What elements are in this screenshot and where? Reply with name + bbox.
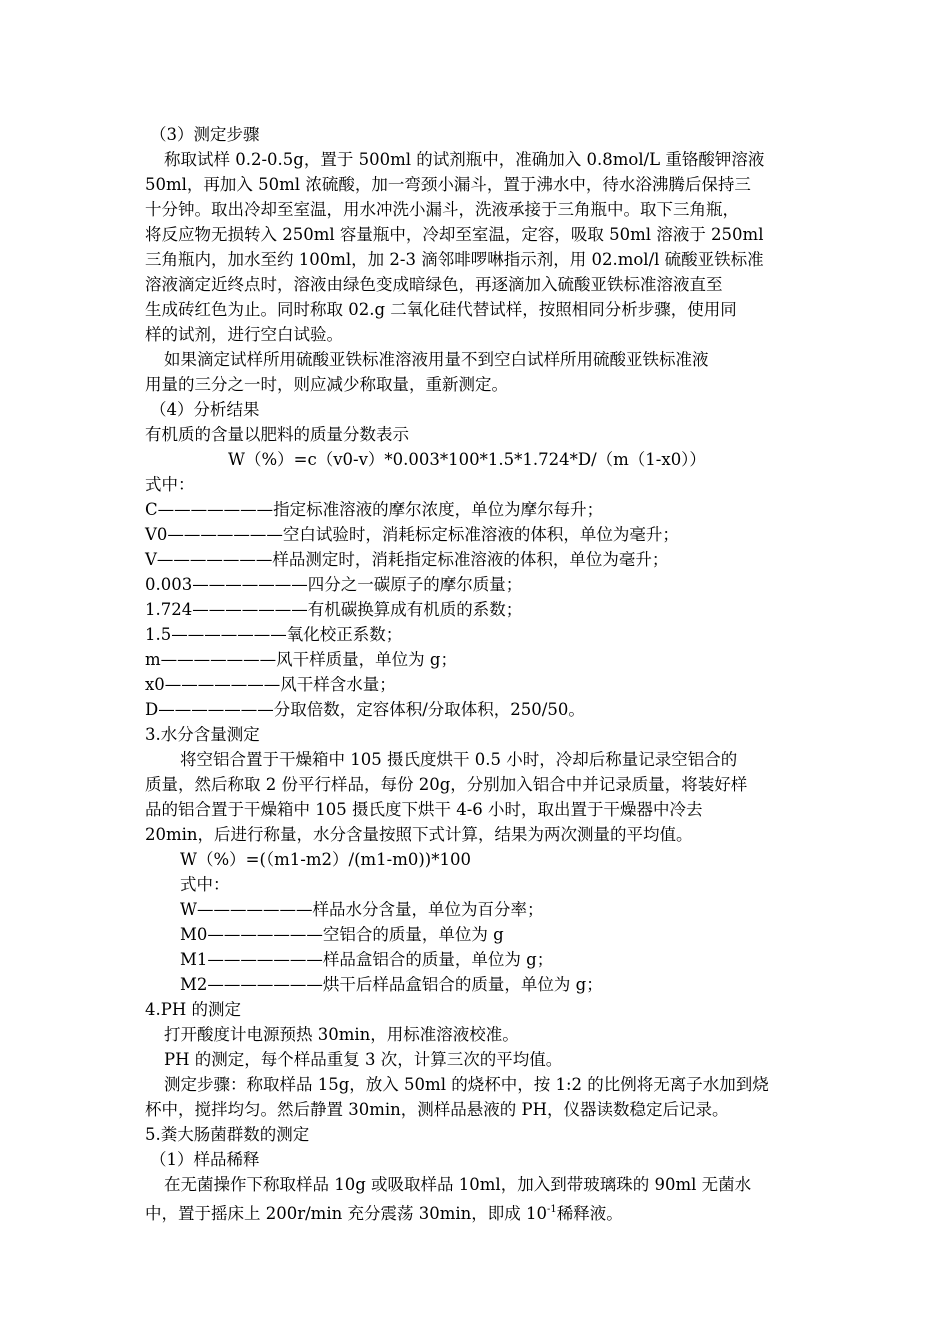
definition-line: M2———————烘干后样品盒铝合的质量，单位为 g；: [180, 975, 603, 994]
paragraph-line: 有机质的含量以肥料的质量分数表示: [145, 425, 409, 444]
section-heading: （4）分析结果: [150, 400, 260, 419]
paragraph-line: 三角瓶内，加水至约 100ml，加 2-3 滴邻啡啰啉指示剂，用 02.mol/l 硫酸亚铁标准: [145, 250, 764, 269]
line-text: 中，置于摇床上 200r/min 充分震荡 30min，即成 10: [145, 1204, 548, 1223]
paragraph-line: PH 的测定，每个样品重复 3 次，计算三次的平均值。: [164, 1050, 563, 1069]
paragraph-line: 打开酸度计电源预热 30min，用标准溶液校准。: [164, 1025, 519, 1044]
paragraph-line: 用量的三分之一时，则应减少称取量，重新测定。: [145, 375, 508, 394]
paragraph-line: 称取试样 0.2-0.5g，置于 500ml 的试剂瓶中，准确加入 0.8mol/L 重铬酸钾溶液: [164, 150, 765, 169]
section-heading: 3.水分含量测定: [145, 725, 260, 744]
paragraph-line: 测定步骤：称取样品 15g，放入 50ml 的烧杯中，按 1:2 的比例将无离子水加到烧: [164, 1075, 769, 1094]
definition-line: x0———————风干样含水量；: [145, 675, 396, 694]
paragraph-line: 十分钟。取出冷却至室温，用水冲洗小漏斗，洗液承接于三角瓶中。取下三角瓶，: [145, 200, 739, 219]
line-text-end: 稀释液。: [556, 1204, 623, 1223]
paragraph-line: 20min，后进行称量，水分含量按照下式计算，结果为两次测量的平均值。: [145, 825, 693, 844]
definition-line: C———————指定标准溶液的摩尔浓度，单位为摩尔每升；: [145, 500, 604, 519]
definition-line: M0———————空铝合的质量，单位为 g: [180, 925, 504, 944]
paragraph-line: 如果滴定试样所用硫酸亚铁标准溶液用量不到空白试样所用硫酸亚铁标准液: [164, 350, 709, 369]
section-heading: （3）测定步骤: [150, 125, 260, 144]
definition-line: 1.5———————氧化校正系数；: [145, 625, 403, 644]
paragraph-line: 品的铝合置于干燥箱中 105 摄氏度下烘干 4-6 小时，取出置于干燥器中冷去: [145, 800, 703, 819]
definition-line: m———————风干样质量，单位为 g；: [145, 650, 457, 669]
definition-line: 0.003———————四分之一碳原子的摩尔质量；: [145, 575, 523, 594]
paragraph-line: 杯中，搅拌均匀。然后静置 30min，测样品悬液的 PH，仪器读数稳定后记录。: [145, 1100, 729, 1119]
where-label: 式中：: [180, 875, 230, 894]
section-heading: 5.粪大肠菌群数的测定: [145, 1125, 310, 1144]
paragraph-line: 在无菌操作下称取样品 10g 或吸取样品 10ml，加入到带玻璃珠的 90ml 无菌水: [164, 1175, 752, 1194]
paragraph-line: 溶液滴定近终点时，溶液由绿色变成暗绿色，再逐滴加入硫酸亚铁标准溶液直至: [145, 275, 723, 294]
paragraph-line: 生成砖红色为止。同时称取 02.g 二氧化硅代替试样，按照相同分析步骤，使用同: [145, 300, 737, 319]
definition-line: D———————分取倍数，定容体积/分取体积，250/50。: [145, 700, 585, 719]
definition-line: V0———————空白试验时，消耗标定标准溶液的体积，单位为毫升；: [145, 525, 679, 544]
definition-line: M1———————样品盒铝合的质量，单位为 g；: [180, 950, 554, 969]
paragraph-line: 样的试剂，进行空白试验。: [145, 325, 343, 344]
section-heading: 4.PH 的测定: [145, 1000, 241, 1019]
paragraph-line: [145, 1200, 623, 1224]
paragraph-line: 质量，然后称取 2 份平行样品，每份 20g，分别加入铝合中并记录质量，将装好样: [145, 775, 748, 794]
paragraph-line: 50ml，再加入 50ml 浓硫酸，加一弯颈小漏斗，置于沸水中，待水浴沸腾后保持三: [145, 175, 751, 194]
where-label: 式中：: [145, 475, 195, 494]
paragraph-line: 将空铝合置于干燥箱中 105 摄氏度烘干 0.5 小时，冷却后称量记录空铝合的: [180, 750, 738, 769]
subsection-heading: （1）样品稀释: [150, 1150, 260, 1169]
formula: W（%）=c（v0-v）*0.003*100*1.5*1.724*D/（m（1-x0））: [228, 450, 706, 469]
formula: W（%）=(（m1-m2）/(m1-m0))*100: [180, 850, 471, 869]
superscript-exponent: -1: [547, 1204, 557, 1215]
paragraph-line: 将反应物无损转入 250ml 容量瓶中，冷却至室温，定容，吸取 50ml 溶液于 250ml: [145, 225, 764, 244]
definition-line: V———————样品测定时，消耗指定标准溶液的体积，单位为毫升；: [145, 550, 669, 569]
definition-line: W———————样品水分含量，单位为百分率；: [180, 900, 544, 919]
definition-line: 1.724———————有机碳换算成有机质的系数；: [145, 600, 523, 619]
